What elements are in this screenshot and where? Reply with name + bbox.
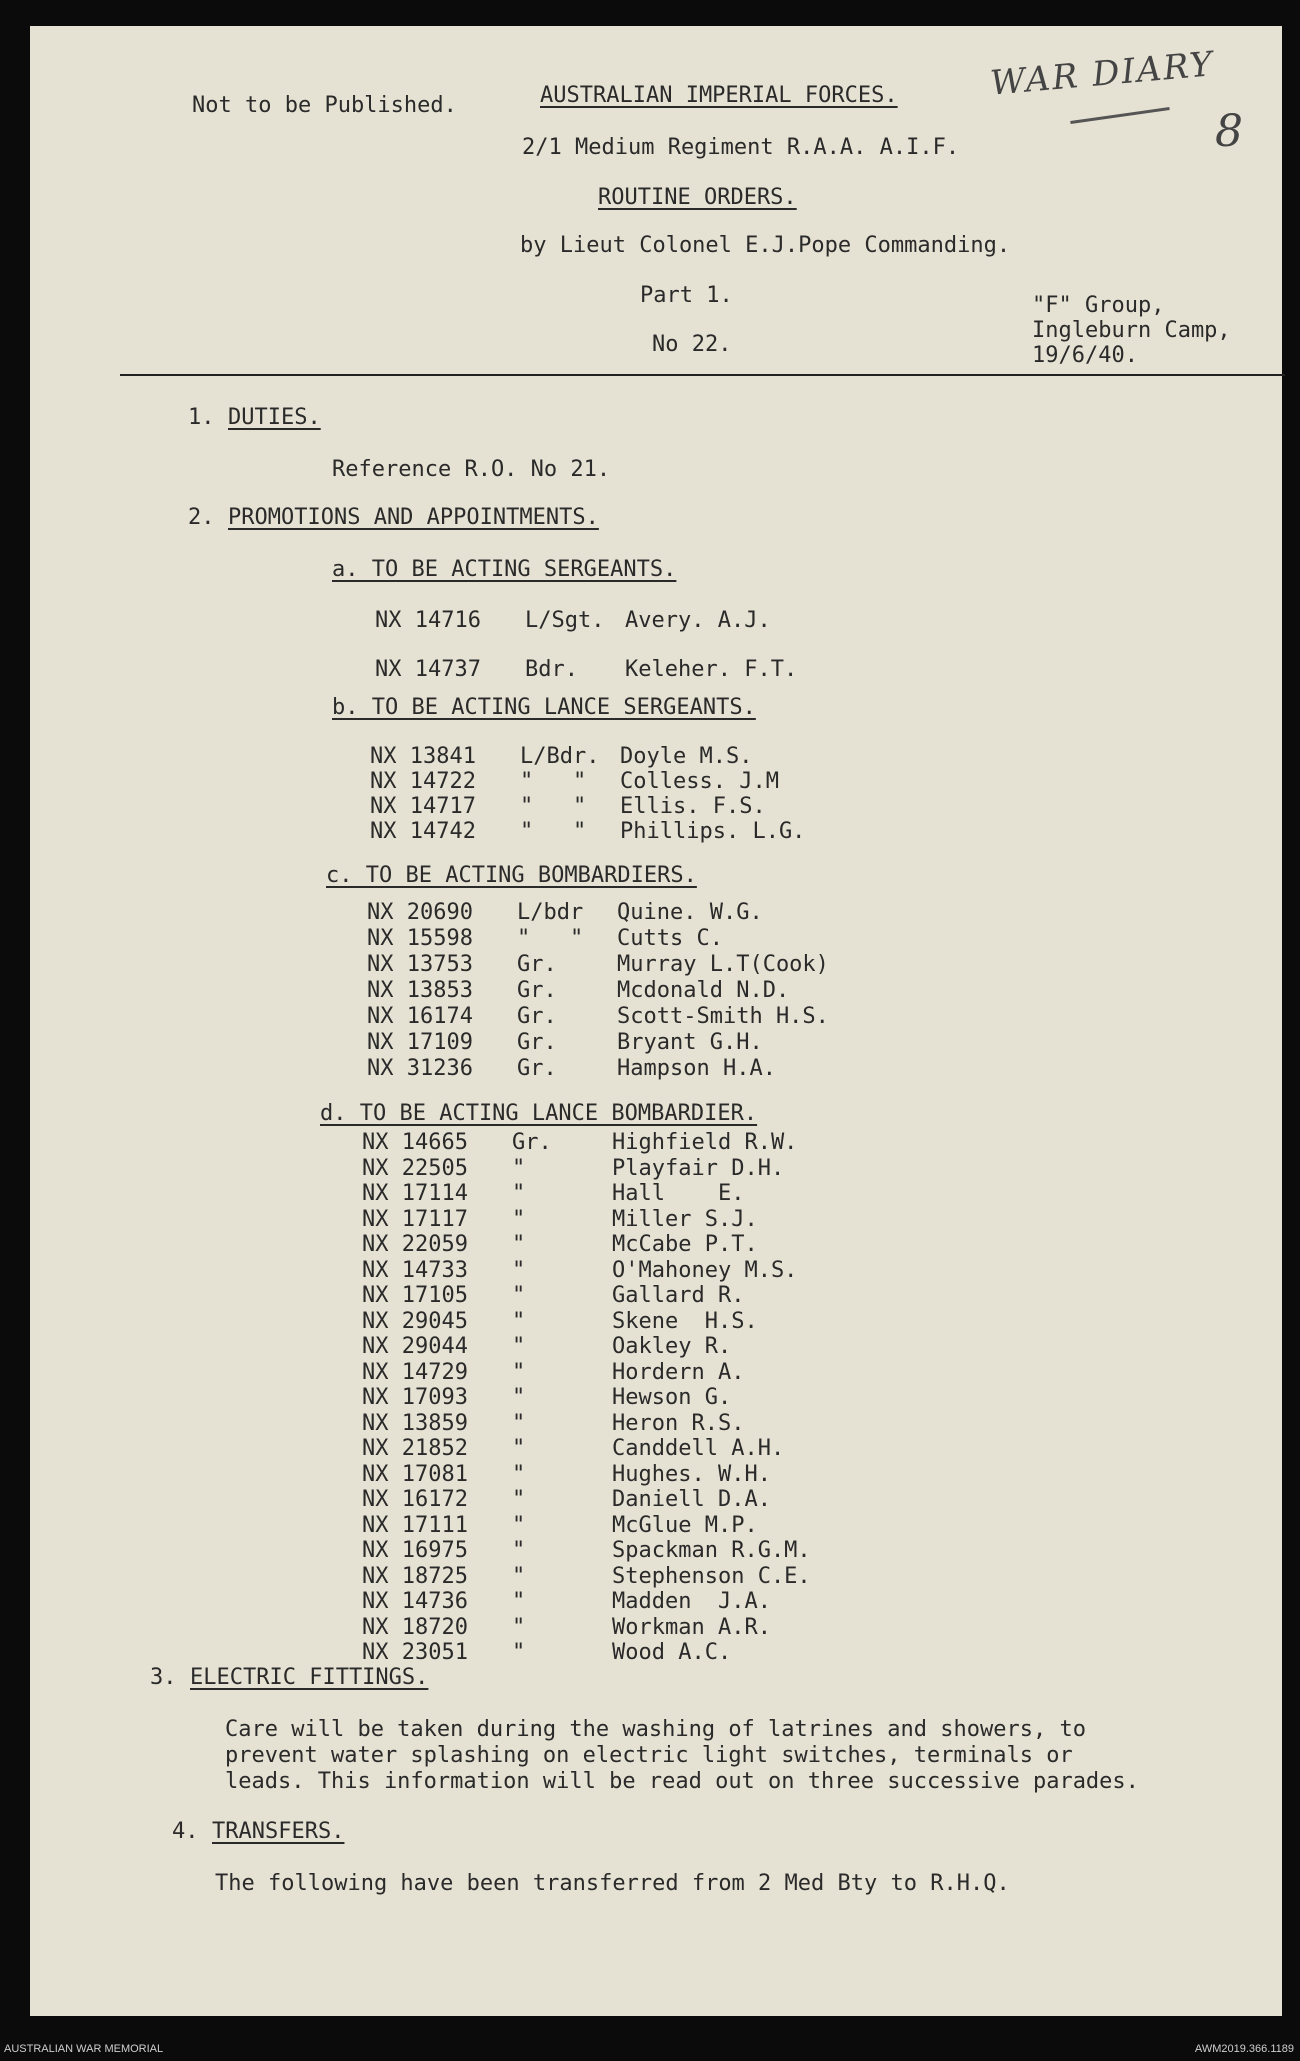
soldier-name: Highfield R.W. <box>612 1130 798 1155</box>
service-number: NX 15598 <box>367 926 473 951</box>
soldier-name: Hampson H.A. <box>617 1056 776 1081</box>
soldier-name: Workman A.R. <box>612 1614 771 1640</box>
service-number: NX 16172 <box>362 1487 468 1512</box>
service-number: NX 14722 <box>370 769 476 794</box>
soldier-name: Hall E. <box>612 1181 745 1206</box>
section-3-body-line-1: Care will be taken during the washing of latrines and showers, to <box>225 1717 1086 1742</box>
soldier-name: Phillips. L.G. <box>620 819 806 844</box>
rank: " " <box>517 926 584 951</box>
order-number: No 22. <box>652 332 732 357</box>
service-number: NX 14742 <box>370 819 476 844</box>
service-number: NX 17117 <box>362 1206 468 1232</box>
rank: " " <box>520 769 587 794</box>
page-number-annotation: 8 <box>1215 106 1245 157</box>
soldier-name: Avery. A.J. <box>625 608 771 633</box>
soldier-name: Madden J.A. <box>612 1589 771 1614</box>
service-number: NX 17093 <box>362 1385 468 1410</box>
section-3-number: 3. <box>150 1665 177 1690</box>
soldier-name: Quine. W.G. <box>617 900 763 925</box>
soldier-name: O'Mahoney M.S. <box>612 1257 798 1283</box>
section-4-number: 4. <box>172 1819 199 1844</box>
soldier-name: Murray L.T(Cook) <box>617 952 829 977</box>
force-title: AUSTRALIAN IMPERIAL FORCES. <box>540 83 898 108</box>
rank: Gr. <box>512 1130 552 1155</box>
part-label: Part 1. <box>640 283 733 308</box>
service-number: NX 14737 <box>375 657 481 682</box>
rank: " <box>512 1589 526 1614</box>
camp-label: Ingleburn Camp, <box>1032 318 1231 343</box>
soldier-name: Ellis. F.S. <box>620 794 766 819</box>
soldier-name: Bryant G.H. <box>617 1030 763 1055</box>
section-3-title: ELECTRIC FITTINGS. <box>190 1665 429 1690</box>
soldier-name: Keleher. F.T. <box>625 657 798 682</box>
rank: Gr. <box>517 1030 557 1055</box>
annotation-underline <box>1070 107 1169 124</box>
service-number: NX 14729 <box>362 1359 468 1385</box>
rank: Gr. <box>517 1056 557 1081</box>
service-number: NX 13859 <box>362 1410 468 1436</box>
service-number: NX 17105 <box>362 1283 468 1308</box>
soldier-name: McCabe P.T. <box>612 1232 758 1257</box>
soldier-name: Cutts C. <box>617 926 723 951</box>
service-number: NX 29044 <box>362 1334 468 1359</box>
soldier-name: Colless. J.M <box>620 769 779 794</box>
service-number: NX 18725 <box>362 1563 468 1589</box>
commanding-line: by Lieut Colonel E.J.Pope Commanding. <box>520 233 1011 258</box>
not-published-notice: Not to be Published. <box>192 93 457 118</box>
rank: " <box>512 1359 526 1385</box>
rank: " <box>512 1410 526 1436</box>
section-3-body-line-2: prevent water splashing on electric light switches, terminals or <box>225 1743 1073 1768</box>
soldier-name: Oakley R. <box>612 1334 732 1359</box>
section-1-body: Reference R.O. No 21. <box>332 457 611 482</box>
section-4-body: The following have been transferred from 2 Med Bty to R.H.Q. <box>215 1871 1010 1896</box>
subsection-c-title: c. TO BE ACTING BOMBARDIERS. <box>326 863 697 888</box>
soldier-name: Mcdonald N.D. <box>617 978 790 1003</box>
service-number: NX 16174 <box>367 1004 473 1029</box>
soldier-name: Hughes. W.H. <box>612 1461 771 1487</box>
service-number: NX 14717 <box>370 794 476 819</box>
soldier-name: Gallard R. <box>612 1283 745 1308</box>
group-label: "F" Group, <box>1032 293 1165 318</box>
service-number: NX 22059 <box>362 1232 468 1257</box>
rank: " <box>512 1155 526 1181</box>
service-number: NX 31236 <box>367 1056 473 1081</box>
soldier-name: Playfair D.H. <box>612 1155 785 1181</box>
soldier-name: Miller S.J. <box>612 1206 758 1232</box>
section-2-number: 2. <box>188 505 215 530</box>
soldier-name: Stephenson C.E. <box>612 1563 811 1589</box>
rank: L/Sgt. <box>525 608 605 633</box>
subsection-b-title: b. TO BE ACTING LANCE SERGEANTS. <box>332 695 756 720</box>
service-number: NX 29045 <box>362 1308 468 1334</box>
service-number: NX 23051 <box>362 1640 468 1665</box>
rank: " <box>512 1283 526 1308</box>
service-number: NX 17109 <box>367 1030 473 1055</box>
rank: " <box>512 1334 526 1359</box>
rank: L/Bdr. <box>520 744 600 769</box>
rank: " <box>512 1461 526 1487</box>
rank: Gr. <box>517 978 557 1003</box>
soldier-name: Scott-Smith H.S. <box>617 1004 829 1029</box>
rank: " <box>512 1538 526 1563</box>
service-number: NX 22505 <box>362 1155 468 1181</box>
service-number: NX 14665 <box>362 1130 468 1155</box>
section-2-title: PROMOTIONS AND APPOINTMENTS. <box>228 505 599 530</box>
rank: Gr. <box>517 1004 557 1029</box>
section-4-title: TRANSFERS. <box>212 1819 345 1844</box>
service-number: NX 20690 <box>367 900 473 925</box>
soldier-name: Hordern A. <box>612 1359 745 1385</box>
soldier-name: Doyle M.S. <box>620 744 753 769</box>
rank: L/bdr <box>517 900 584 925</box>
soldier-name: Daniell D.A. <box>612 1487 771 1512</box>
rank: " <box>512 1512 526 1538</box>
rank: " <box>512 1436 526 1461</box>
rank: Bdr. <box>525 657 578 682</box>
rank: " <box>512 1640 526 1665</box>
service-number: NX 17081 <box>362 1461 468 1487</box>
rank: " <box>512 1257 526 1283</box>
war-diary-annotation: WAR DIARY <box>988 44 1216 104</box>
service-number: NX 13753 <box>367 952 473 977</box>
rank: " <box>512 1614 526 1640</box>
section-1-title: DUTIES. <box>228 405 321 430</box>
rank: " " <box>520 819 587 844</box>
service-number: NX 17114 <box>362 1181 468 1206</box>
service-number: NX 18720 <box>362 1614 468 1640</box>
routine-orders-title: ROUTINE ORDERS. <box>598 185 797 210</box>
soldier-name: Spackman R.G.M. <box>612 1538 811 1563</box>
soldier-name: Hewson G. <box>612 1385 732 1410</box>
rank: " <box>512 1181 526 1206</box>
order-date: 19/6/40. <box>1032 343 1138 368</box>
service-number: NX 13853 <box>367 978 473 1003</box>
document-page <box>30 26 1282 2016</box>
rank: " <box>512 1232 526 1257</box>
service-number: NX 21852 <box>362 1436 468 1461</box>
service-number: NX 14733 <box>362 1257 468 1283</box>
service-number: NX 13841 <box>370 744 476 769</box>
regiment-title: 2/1 Medium Regiment R.A.A. A.I.F. <box>522 135 960 160</box>
service-number: NX 16975 <box>362 1538 468 1563</box>
rank: " <box>512 1206 526 1232</box>
rank: " <box>512 1385 526 1410</box>
footer-record-id: AWM2019.366.1189 <box>1194 2043 1294 2055</box>
soldier-name: Heron R.S. <box>612 1410 745 1436</box>
soldier-name: McGlue M.P. <box>612 1512 758 1538</box>
soldier-name: Wood A.C. <box>612 1640 732 1665</box>
rank: " <box>512 1308 526 1334</box>
header-rule <box>120 374 1285 376</box>
soldier-name: Canddell A.H. <box>612 1436 785 1461</box>
service-number: NX 14736 <box>362 1589 468 1614</box>
subsection-d-title: d. TO BE ACTING LANCE BOMBARDIER. <box>320 1101 758 1126</box>
rank: " <box>512 1487 526 1512</box>
section-1-number: 1. <box>188 405 215 430</box>
footer-institution: AUSTRALIAN WAR MEMORIAL <box>4 2043 164 2055</box>
soldier-name: Skene H.S. <box>612 1308 758 1334</box>
subsection-a-title: a. TO BE ACTING SERGEANTS. <box>332 557 677 582</box>
service-number: NX 17111 <box>362 1512 468 1538</box>
service-number: NX 14716 <box>375 608 481 633</box>
rank: " <box>512 1563 526 1589</box>
rank: " " <box>520 794 587 819</box>
rank: Gr. <box>517 952 557 977</box>
section-3-body-line-3: leads. This information will be read out on three successive parades. <box>225 1769 1139 1794</box>
